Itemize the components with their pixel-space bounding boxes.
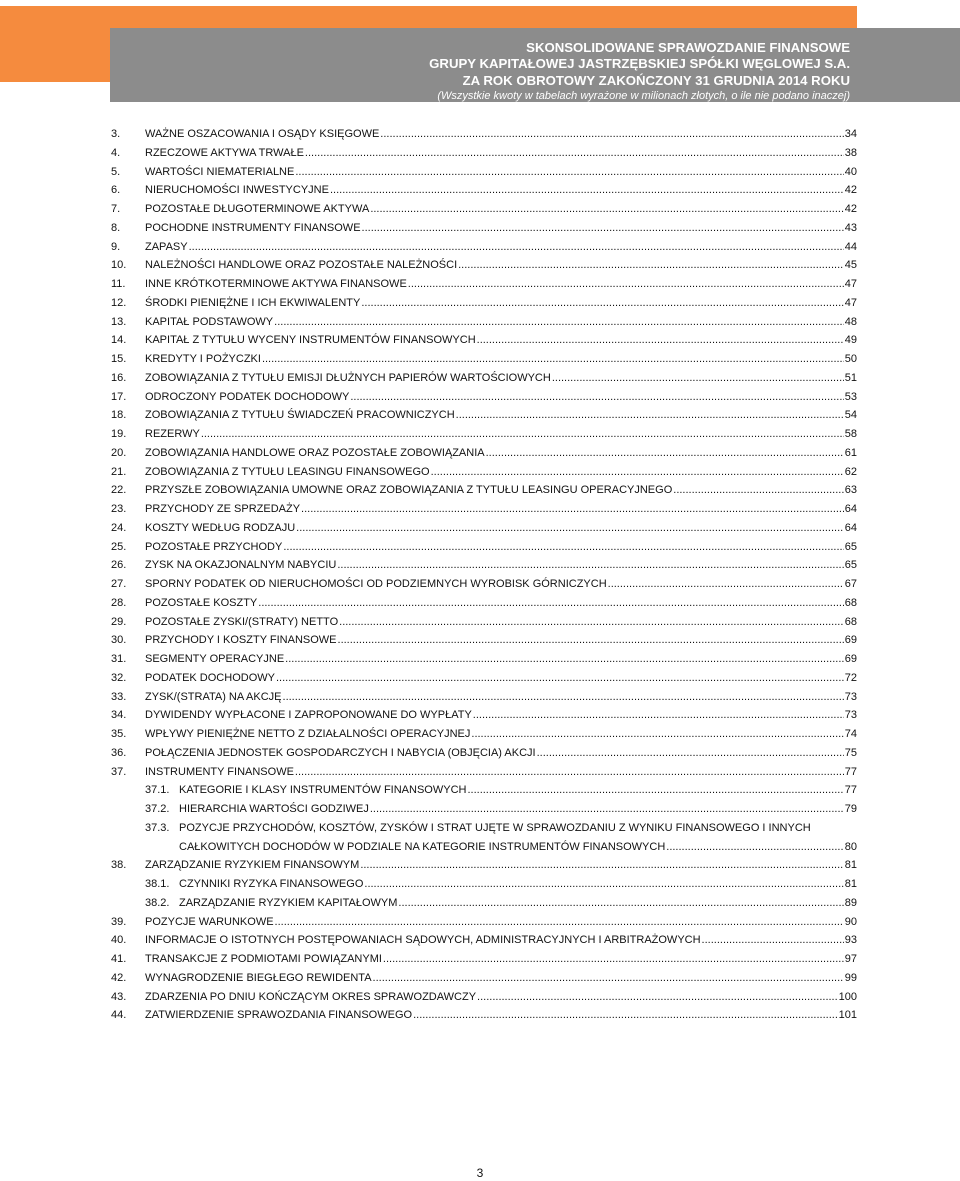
toc-entry-number: 25.	[111, 540, 127, 553]
toc-leader-dots	[283, 538, 843, 557]
toc-entry[interactable]	[111, 594, 857, 613]
toc-entry-title[interactable]: POZOSTAŁE KOSZTY	[145, 596, 258, 609]
toc-entry-number: 6.	[111, 184, 121, 197]
toc-entry-page[interactable]: 69	[844, 634, 857, 647]
toc-entry-page[interactable]: 44	[844, 240, 857, 253]
toc-entry-page[interactable]: 80	[844, 840, 857, 853]
toc-entry-title-continued[interactable]: CAŁKOWITYCH DOCHODÓW W PODZIALE NA KATEGORIE INSTRUMENTÓW FINANSOWYCH	[179, 840, 666, 853]
toc-leader-dots	[295, 763, 844, 782]
toc-entry-page[interactable]: 93	[844, 934, 857, 947]
toc-leader-dots	[361, 294, 843, 313]
toc-entry-number: 13.	[111, 315, 127, 328]
toc-entry[interactable]	[111, 444, 857, 463]
toc-leader-dots	[537, 744, 844, 763]
toc-entry[interactable]	[111, 763, 857, 782]
toc-entry[interactable]	[111, 481, 857, 500]
toc-entry-number: 36.	[111, 746, 127, 759]
toc-entry-title[interactable]: SPORNY PODATEK OD NIERUCHOMOŚCI OD PODZIEMNYCH WYROBISK GÓRNICZYCH	[145, 578, 607, 590]
toc-leader-dots	[337, 556, 843, 575]
toc-entry[interactable]	[111, 819, 857, 838]
toc-leader-dots	[330, 181, 844, 200]
toc-entry-number: 14.	[111, 334, 127, 347]
toc-entry[interactable]	[111, 256, 857, 275]
toc-entry-page[interactable]: 54	[844, 409, 857, 422]
toc-entry[interactable]	[111, 650, 857, 669]
toc-entry-number: 17.	[111, 390, 127, 403]
toc-entry-title[interactable]: ZYSK/(STRATA) NA AKCJĘ	[145, 690, 282, 703]
toc-entry-page[interactable]: 34	[844, 128, 857, 140]
toc-entry[interactable]	[111, 556, 857, 575]
report-note: (Wszystkie kwoty w tabelach wyrażone w milionach złotych, o ile nie podano inaczej)	[437, 89, 850, 102]
toc-entry[interactable]	[111, 388, 857, 407]
toc-entry-title[interactable]: ZOBOWIĄZANIA Z TYTUŁU EMISJI DŁUŻNYCH PAPIERÓW WARTOŚCIOWYCH	[145, 371, 551, 384]
toc-entry-title[interactable]: KOSZTY WEDŁUG RODZAJU	[145, 521, 296, 534]
toc-entry-page[interactable]: 89	[844, 896, 857, 909]
toc-entry-page[interactable]: 81	[844, 859, 857, 872]
toc-entry-number: 10.	[111, 259, 127, 272]
toc-leader-dots	[467, 781, 843, 800]
toc-entry-page[interactable]: 48	[844, 315, 857, 328]
toc-leader-dots	[362, 219, 844, 238]
toc-entry-page[interactable]: 75	[844, 746, 857, 759]
toc-leader-dots	[350, 388, 843, 407]
toc-entry[interactable]	[111, 463, 857, 482]
toc-entry[interactable]	[111, 200, 857, 219]
toc-entry-page[interactable]: 43	[844, 221, 857, 234]
toc-entry[interactable]	[111, 294, 857, 313]
toc-entry[interactable]	[111, 1006, 857, 1025]
toc-leader-dots	[666, 838, 843, 857]
toc-entry-title[interactable]: INSTRUMENTY FINANSOWE	[145, 765, 294, 778]
toc-entry-page[interactable]: 62	[844, 465, 857, 478]
toc-entry-title[interactable]: WYNAGRODZENIE BIEGŁEGO REWIDENTA	[145, 971, 372, 984]
toc-entry-page[interactable]: 40	[844, 165, 857, 178]
toc-entry[interactable]	[111, 894, 857, 913]
toc-entry-page[interactable]: 45	[844, 259, 857, 272]
toc-entry[interactable]	[111, 706, 857, 725]
toc-entry[interactable]	[111, 406, 857, 425]
toc-leader-dots	[370, 800, 844, 819]
toc-entry-number: 29.	[111, 615, 127, 628]
toc-entry-number: 37.1.	[145, 784, 170, 797]
toc-entry[interactable]	[111, 275, 857, 294]
toc-entry[interactable]	[111, 519, 857, 538]
toc-entry-number: 41.	[111, 953, 127, 965]
toc-entry-page[interactable]: 99	[844, 971, 857, 984]
toc-entry[interactable]	[111, 950, 857, 969]
toc-entry-page[interactable]: 63	[844, 484, 857, 497]
toc-entry-title[interactable]: ŚRODKI PIENIĘŻNE I ICH EKWIWALENTY	[145, 296, 361, 309]
toc-entry-number: 3.	[111, 128, 121, 140]
toc-entry-title[interactable]: PRZYSZŁE ZOBOWIĄZANIA UMOWNE ORAZ ZOBOWIĄZANIA Z TYTUŁU LEASINGU OPERACYJNEGO	[145, 484, 673, 497]
toc-entry-number: 27.	[111, 578, 127, 590]
toc-entry-title[interactable]: HIERARCHIA WARTOŚCI GODZIWEJ	[179, 803, 369, 815]
toc-entry-page[interactable]: 65	[844, 559, 857, 572]
toc-entry[interactable]	[111, 856, 857, 875]
toc-entry[interactable]	[111, 219, 857, 238]
toc-entry-title[interactable]: KREDYTY I POŻYCZKI	[145, 353, 261, 365]
toc-entry-page[interactable]: 61	[844, 446, 857, 459]
toc-leader-dots	[380, 125, 843, 144]
toc-entry-page[interactable]: 49	[844, 334, 857, 347]
table-of-contents	[111, 125, 857, 1025]
toc-leader-dots	[552, 369, 844, 388]
toc-entry-page[interactable]: 64	[844, 503, 857, 515]
report-title-line3: ZA ROK OBROTOWY ZAKOŃCZONY 31 GRUDNIA 2014 ROKU	[462, 72, 850, 88]
toc-entry-title[interactable]: ZYSK NA OKAZJONALNYM NABYCIU	[145, 559, 337, 572]
toc-entry-title[interactable]: RZECZOWE AKTYWA TRWAŁE	[145, 146, 304, 159]
toc-entry-page[interactable]: 79	[844, 803, 857, 815]
toc-entry-title[interactable]: POZOSTAŁE PRZYCHODY	[145, 540, 283, 553]
toc-leader-dots	[702, 931, 844, 950]
toc-leader-dots	[189, 238, 844, 257]
toc-entry[interactable]	[111, 313, 857, 332]
toc-entry-number: 30.	[111, 634, 127, 647]
toc-entry-page[interactable]: 77	[844, 765, 857, 778]
toc-entry-number: 18.	[111, 409, 127, 422]
toc-entry-page[interactable]: 72	[844, 671, 857, 684]
toc-entry-title[interactable]: POZYCJE WARUNKOWE	[145, 915, 274, 928]
toc-entry-page[interactable]: 50	[844, 353, 857, 365]
toc-entry-title[interactable]: PRZYCHODY ZE SPRZEDAŻY	[145, 503, 301, 515]
toc-leader-dots	[301, 500, 844, 519]
toc-leader-dots	[296, 519, 844, 538]
toc-entry-number: 9.	[111, 240, 121, 253]
toc-entry-number: 19.	[111, 428, 127, 440]
toc-leader-dots	[413, 1006, 838, 1025]
toc-entry-number: 38.	[111, 859, 127, 872]
toc-entry-number: 8.	[111, 221, 121, 234]
toc-entry-page[interactable]: 65	[844, 540, 857, 553]
toc-leader-dots	[486, 444, 844, 463]
page-number: 3	[476, 1166, 484, 1180]
toc-leader-dots	[456, 406, 844, 425]
toc-entry-title[interactable]: INFORMACJE O ISTOTNYCH POSTĘPOWANIACH SĄDOWYCH, ADMINISTRACYJNYCH I ARBITRAŻOWYCH	[145, 934, 701, 947]
toc-entry-page[interactable]: 73	[844, 690, 857, 703]
toc-entry[interactable]	[111, 800, 857, 819]
toc-leader-dots	[283, 688, 844, 707]
toc-leader-dots	[383, 950, 844, 969]
toc-entry-number: 20.	[111, 446, 127, 459]
toc-entry-title[interactable]: ZOBOWIĄZANIA Z TYTUŁU LEASINGU FINANSOWEGO	[145, 465, 430, 478]
toc-entry-title[interactable]: POZOSTAŁE ZYSKI/(STRATY) NETTO	[145, 615, 339, 628]
toc-entry-title[interactable]: POŁĄCZENIA JEDNOSTEK GOSPODARCZYCH I NABYCIA (OBJĘCIA) AKCJI	[145, 746, 536, 759]
toc-entry-number: 44.	[111, 1009, 127, 1022]
toc-entry-page[interactable]: 90	[844, 915, 857, 928]
toc-entry-title[interactable]: REZERWY	[145, 428, 200, 440]
toc-entry-title[interactable]: WPŁYWY PIENIĘŻNE NETTO Z DZIAŁALNOŚCI OPERACYJNEJ	[145, 728, 471, 740]
toc-entry[interactable]	[111, 575, 857, 594]
toc-leader-dots	[673, 481, 843, 500]
toc-entry-title[interactable]: POCHODNE INSTRUMENTY FINANSOWE	[145, 221, 361, 234]
report-title-line2: GRUPY KAPITAŁOWEJ JASTRZĘBSKIEJ SPÓŁKI WĘGLOWEJ S.A.	[429, 56, 850, 72]
toc-entry-number: 34.	[111, 709, 127, 722]
toc-entry-number: 40.	[111, 934, 127, 947]
toc-entry-number: 35.	[111, 728, 127, 740]
toc-leader-dots	[258, 594, 843, 613]
toc-entry-page[interactable]: 74	[844, 728, 857, 740]
toc-entry[interactable]	[111, 350, 857, 369]
toc-entry-page[interactable]: 38	[844, 146, 857, 159]
toc-entry[interactable]	[111, 369, 857, 388]
toc-entry-number: 22.	[111, 484, 127, 497]
toc-entry-title[interactable]: NIERUCHOMOŚCI INWESTYCYJNE	[145, 184, 329, 197]
toc-leader-dots	[285, 650, 844, 669]
toc-entry-number: 33.	[111, 690, 127, 703]
toc-leader-dots	[360, 856, 843, 875]
toc-entry[interactable]	[111, 125, 857, 144]
toc-entry-continuation[interactable]	[111, 838, 857, 857]
toc-entry-title[interactable]: PODATEK DOCHODOWY	[145, 671, 275, 684]
toc-entry-title[interactable]: ZARZĄDZANIE RYZYKIEM KAPITAŁOWYM	[179, 896, 398, 909]
toc-entry-page[interactable]: 81	[844, 878, 857, 890]
toc-entry[interactable]	[111, 725, 857, 744]
toc-leader-dots	[477, 988, 838, 1007]
toc-leader-dots	[458, 256, 844, 275]
toc-entry-title[interactable]: POZOSTAŁE DŁUGOTERMINOWE AKTYWA	[145, 203, 370, 215]
toc-entry-number: 37.3.	[145, 821, 170, 834]
toc-entry-number: 42.	[111, 971, 127, 984]
toc-entry-number: 12.	[111, 296, 127, 309]
toc-entry[interactable]	[111, 163, 857, 182]
toc-entry-page[interactable]: 58	[844, 428, 857, 440]
toc-leader-dots	[370, 200, 843, 219]
toc-entry-title[interactable]: ZAPASY	[145, 240, 188, 253]
toc-entry[interactable]	[111, 781, 857, 800]
toc-leader-dots	[471, 725, 843, 744]
report-title-line1: SKONSOLIDOWANE SPRAWOZDANIE FINANSOWE	[526, 40, 850, 55]
toc-entry[interactable]	[111, 988, 857, 1007]
toc-entry-page[interactable]: 77	[844, 784, 857, 797]
toc-entry-title[interactable]: ZOBOWIĄZANIA Z TYTUŁU ŚWIADCZEŃ PRACOWNICZYCH	[145, 409, 455, 422]
toc-entry-number: 43.	[111, 990, 127, 1003]
toc-entry[interactable]	[111, 144, 857, 163]
toc-entry-number: 4.	[111, 146, 121, 159]
toc-entry[interactable]	[111, 613, 857, 632]
toc-leader-dots	[275, 913, 844, 932]
toc-entry-number: 26.	[111, 559, 127, 572]
toc-entry[interactable]	[111, 744, 857, 763]
toc-entry-title[interactable]: ZATWIERDZENIE SPRAWOZDANIA FINANSOWEGO	[145, 1009, 413, 1022]
toc-entry-title[interactable]: ZOBOWIĄZANIA HANDLOWE ORAZ POZOSTAŁE ZOBOWIĄZANIA	[145, 446, 485, 459]
toc-entry[interactable]	[111, 931, 857, 950]
toc-entry-page[interactable]: 100	[838, 990, 857, 1003]
toc-entry-title[interactable]: ODROCZONY PODATEK DOCHODOWY	[145, 390, 350, 403]
toc-entry-number: 37.2.	[145, 803, 170, 815]
toc-entry-number: 31.	[111, 653, 127, 665]
toc-entry-title[interactable]: ZARZĄDZANIE RYZYKIEM FINANSOWYM	[145, 859, 360, 872]
toc-leader-dots	[373, 969, 844, 988]
report-header	[429, 40, 850, 103]
toc-leader-dots	[339, 613, 844, 632]
toc-entry[interactable]	[111, 425, 857, 444]
toc-entry-number: 15.	[111, 353, 127, 365]
toc-leader-dots	[398, 894, 843, 913]
toc-entry-number: 23.	[111, 503, 127, 515]
toc-entry-title[interactable]: INNE KRÓTKOTERMINOWE AKTYWA FINANSOWE	[145, 278, 407, 290]
toc-leader-dots	[276, 669, 844, 688]
toc-entry-number: 11.	[111, 278, 126, 290]
toc-leader-dots	[473, 706, 844, 725]
toc-leader-dots	[305, 144, 844, 163]
toc-entry-page[interactable]: 51	[844, 371, 857, 384]
toc-entry[interactable]	[111, 181, 857, 200]
toc-leader-dots	[338, 631, 844, 650]
toc-entry[interactable]	[111, 331, 857, 350]
toc-entry[interactable]	[111, 631, 857, 650]
toc-leader-dots	[295, 163, 843, 182]
toc-entry-number: 5.	[111, 165, 121, 178]
toc-entry-number: 24.	[111, 521, 127, 534]
toc-entry-title[interactable]: CZYNNIKI RYZYKA FINANSOWEGO	[179, 878, 364, 890]
toc-entry-page[interactable]: 42	[844, 184, 857, 197]
toc-entry-title[interactable]: WARTOŚCI NIEMATERIALNE	[145, 165, 295, 178]
toc-entry-page[interactable]: 67	[844, 578, 857, 590]
toc-entry[interactable]	[111, 500, 857, 519]
toc-leader-dots	[364, 875, 843, 894]
toc-entry-title[interactable]: SEGMENTY OPERACYJNE	[145, 653, 285, 665]
toc-entry-number: 38.1.	[145, 878, 170, 890]
toc-entry-title[interactable]: POZYCJE PRZYCHODÓW, KOSZTÓW, ZYSKÓW I STRAT UJĘTE W SPRAWOZDANIU Z WYNIKU FINANSOWEGO I INNYCH	[179, 821, 811, 834]
toc-leader-dots	[608, 575, 844, 594]
toc-entry-page[interactable]: 64	[844, 521, 857, 534]
toc-entry-number: 28.	[111, 596, 127, 609]
toc-entry-number: 32.	[111, 671, 127, 684]
toc-entry-title[interactable]: TRANSAKCJE Z PODMIOTAMI POWIĄZANYMI	[145, 953, 382, 965]
toc-entry-page[interactable]: 68	[844, 596, 857, 609]
toc-entry-number: 37.	[111, 765, 127, 778]
toc-entry-number: 39.	[111, 915, 127, 928]
toc-entry-page[interactable]: 47	[844, 296, 857, 309]
toc-entry-page[interactable]: 47	[844, 278, 857, 290]
toc-entry-title[interactable]: NALEŻNOŚCI HANDLOWE ORAZ POZOSTAŁE NALEŻNOŚCI	[145, 259, 458, 272]
toc-entry-title[interactable]: ZDARZENIA PO DNIU KOŃCZĄCYM OKRES SPRAWOZDAWCZY	[145, 990, 477, 1003]
toc-entry-page[interactable]: 69	[844, 653, 857, 665]
toc-entry-title[interactable]: KATEGORIE I KLASY INSTRUMENTÓW FINANSOWYCH	[179, 784, 467, 797]
toc-entry[interactable]	[111, 538, 857, 557]
toc-entry-title[interactable]: KAPITAŁ Z TYTUŁU WYCENY INSTRUMENTÓW FINANSOWYCH	[145, 334, 476, 347]
toc-entry-title[interactable]: DYWIDENDY WYPŁACONE I ZAPROPONOWANE DO WYPŁATY	[145, 709, 472, 722]
toc-leader-dots	[262, 350, 844, 369]
toc-entry-title[interactable]: PRZYCHODY I KOSZTY FINANSOWE	[145, 634, 337, 647]
toc-entry-title[interactable]: WAŻNE OSZACOWANIA I OSĄDY KSIĘGOWE	[145, 128, 380, 140]
toc-entry-page[interactable]: 97	[844, 953, 857, 965]
toc-entry[interactable]	[111, 238, 857, 257]
toc-entry-page[interactable]: 73	[844, 709, 857, 722]
toc-entry-page[interactable]: 68	[844, 615, 857, 628]
toc-entry-page[interactable]: 42	[844, 203, 857, 215]
toc-entry-number: 7.	[111, 203, 121, 215]
toc-leader-dots	[201, 425, 844, 444]
toc-entry-number: 38.2.	[145, 896, 170, 909]
toc-leader-dots	[408, 275, 844, 294]
toc-entry-number: 21.	[111, 465, 127, 478]
toc-entry[interactable]	[111, 875, 857, 894]
toc-entry[interactable]	[111, 969, 857, 988]
toc-entry[interactable]	[111, 688, 857, 707]
toc-entry-number: 16.	[111, 371, 127, 384]
toc-entry-page[interactable]: 53	[844, 390, 857, 403]
toc-entry-title[interactable]: KAPITAŁ PODSTAWOWY	[145, 315, 274, 328]
toc-leader-dots	[274, 313, 844, 332]
toc-leader-dots	[477, 331, 844, 350]
toc-entry[interactable]	[111, 669, 857, 688]
toc-entry-page[interactable]: 101	[838, 1009, 857, 1022]
toc-leader-dots	[431, 463, 844, 482]
toc-entry[interactable]	[111, 913, 857, 932]
